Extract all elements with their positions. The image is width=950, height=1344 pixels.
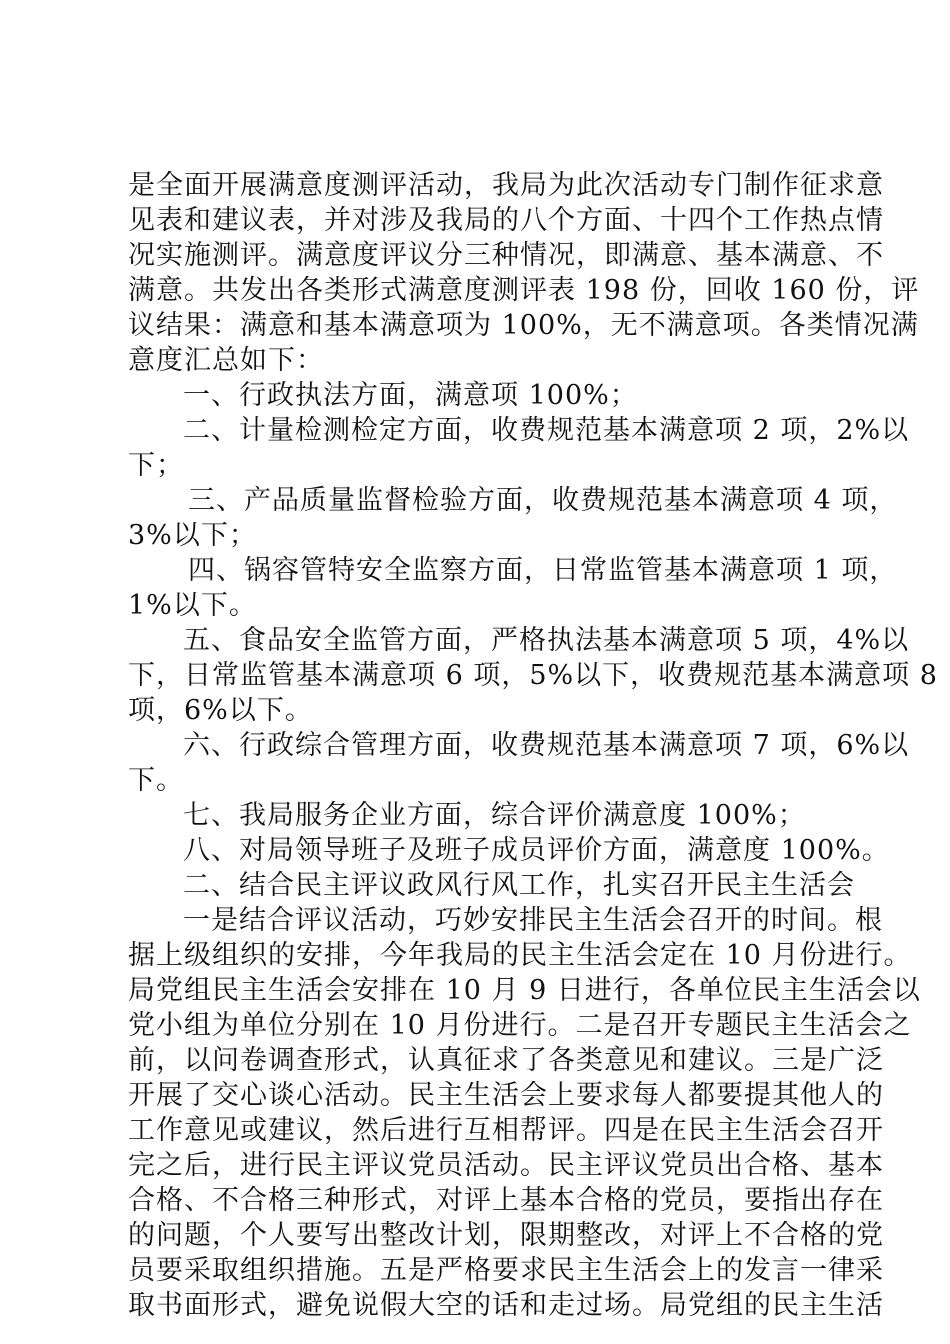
- text-line: 党小组为单位分别在 10 月份进行。二是召开专题民主生活会之: [128, 1010, 912, 1041]
- text-line: 下；: [128, 450, 184, 481]
- text-line: 完之后，进行民主评议党员活动。民主评议党员出合格、基本: [128, 1150, 884, 1181]
- text-line: 一、行政执法方面，满意项 100%；: [183, 380, 638, 411]
- text-line: 满意。共发出各类形式满意度测评表 198 份，回收 160 份，评: [128, 275, 920, 306]
- section-heading: 二、结合民主评议政风行风工作，扎实召开民主生活会: [183, 870, 855, 901]
- text-line: 况实施测评。满意度评议分三种情况，即满意、基本满意、不: [128, 240, 884, 271]
- text-line: 议结果：满意和基本满意项为 100%，无不满意项。各类情况满: [128, 310, 919, 341]
- text-line: 3%以下；: [128, 520, 257, 551]
- text-line: 四、锅容管特安全监察方面，日常监管基本满意项 1 项，: [188, 555, 898, 586]
- text-line: 工作意见或建议，然后进行互相帮评。四是在民主生活会召开: [128, 1115, 884, 1146]
- text-line: 据上级组织的安排，今年我局的民主生活会定在 10 月份进行。: [128, 940, 912, 971]
- text-line: 八、对局领导班子及班子成员评价方面，满意度 100%。: [183, 835, 890, 866]
- text-line: 下。: [128, 765, 184, 796]
- text-line: 取书面形式，避免说假大空的话和走过场。局党组的民主生活: [128, 1290, 884, 1321]
- text-line: 一是结合评议活动，巧妙安排民主生活会召开的时间。根: [183, 905, 883, 936]
- text-line: 意度汇总如下：: [128, 345, 324, 376]
- text-line: 是全面开展满意度测评活动，我局为此次活动专门制作征求意: [128, 170, 884, 201]
- text-line: 六、行政综合管理方面，收费规范基本满意项 7 项，6%以: [183, 730, 910, 761]
- text-line: 七、我局服务企业方面，综合评价满意度 100%；: [183, 800, 806, 831]
- text-line: 下，日常监管基本满意项 6 项，5%以下，收费规范基本满意项 8: [128, 660, 938, 691]
- text-line: 员要采取组织措施。五是严格要求民主生活会上的发言一律采: [128, 1255, 884, 1286]
- text-line: 项，6%以下。: [128, 695, 313, 726]
- text-line: 二、计量检测检定方面，收费规范基本满意项 2 项，2%以: [183, 415, 910, 446]
- text-line: 1%以下。: [128, 590, 257, 621]
- text-line: 三、产品质量监督检验方面，收费规范基本满意项 4 项，: [188, 485, 898, 516]
- text-line: 五、食品安全监管方面，严格执法基本满意项 5 项，4%以: [183, 625, 910, 656]
- text-line: 前，以问卷调查形式，认真征求了各类意见和建议。三是广泛: [128, 1045, 884, 1076]
- text-line: 局党组民主生活会安排在 10 月 9 日进行，各单位民主生活会以: [128, 975, 921, 1006]
- text-line: 开展了交心谈心活动。民主生活会上要求每人都要提其他人的: [128, 1080, 884, 1111]
- text-line: 见表和建议表，并对涉及我局的八个方面、十四个工作热点情: [128, 205, 884, 236]
- text-line: 合格、不合格三种形式，对评上基本合格的党员，要指出存在: [128, 1185, 884, 1216]
- text-line: 的问题，个人要写出整改计划，限期整改，对评上不合格的党: [128, 1220, 884, 1251]
